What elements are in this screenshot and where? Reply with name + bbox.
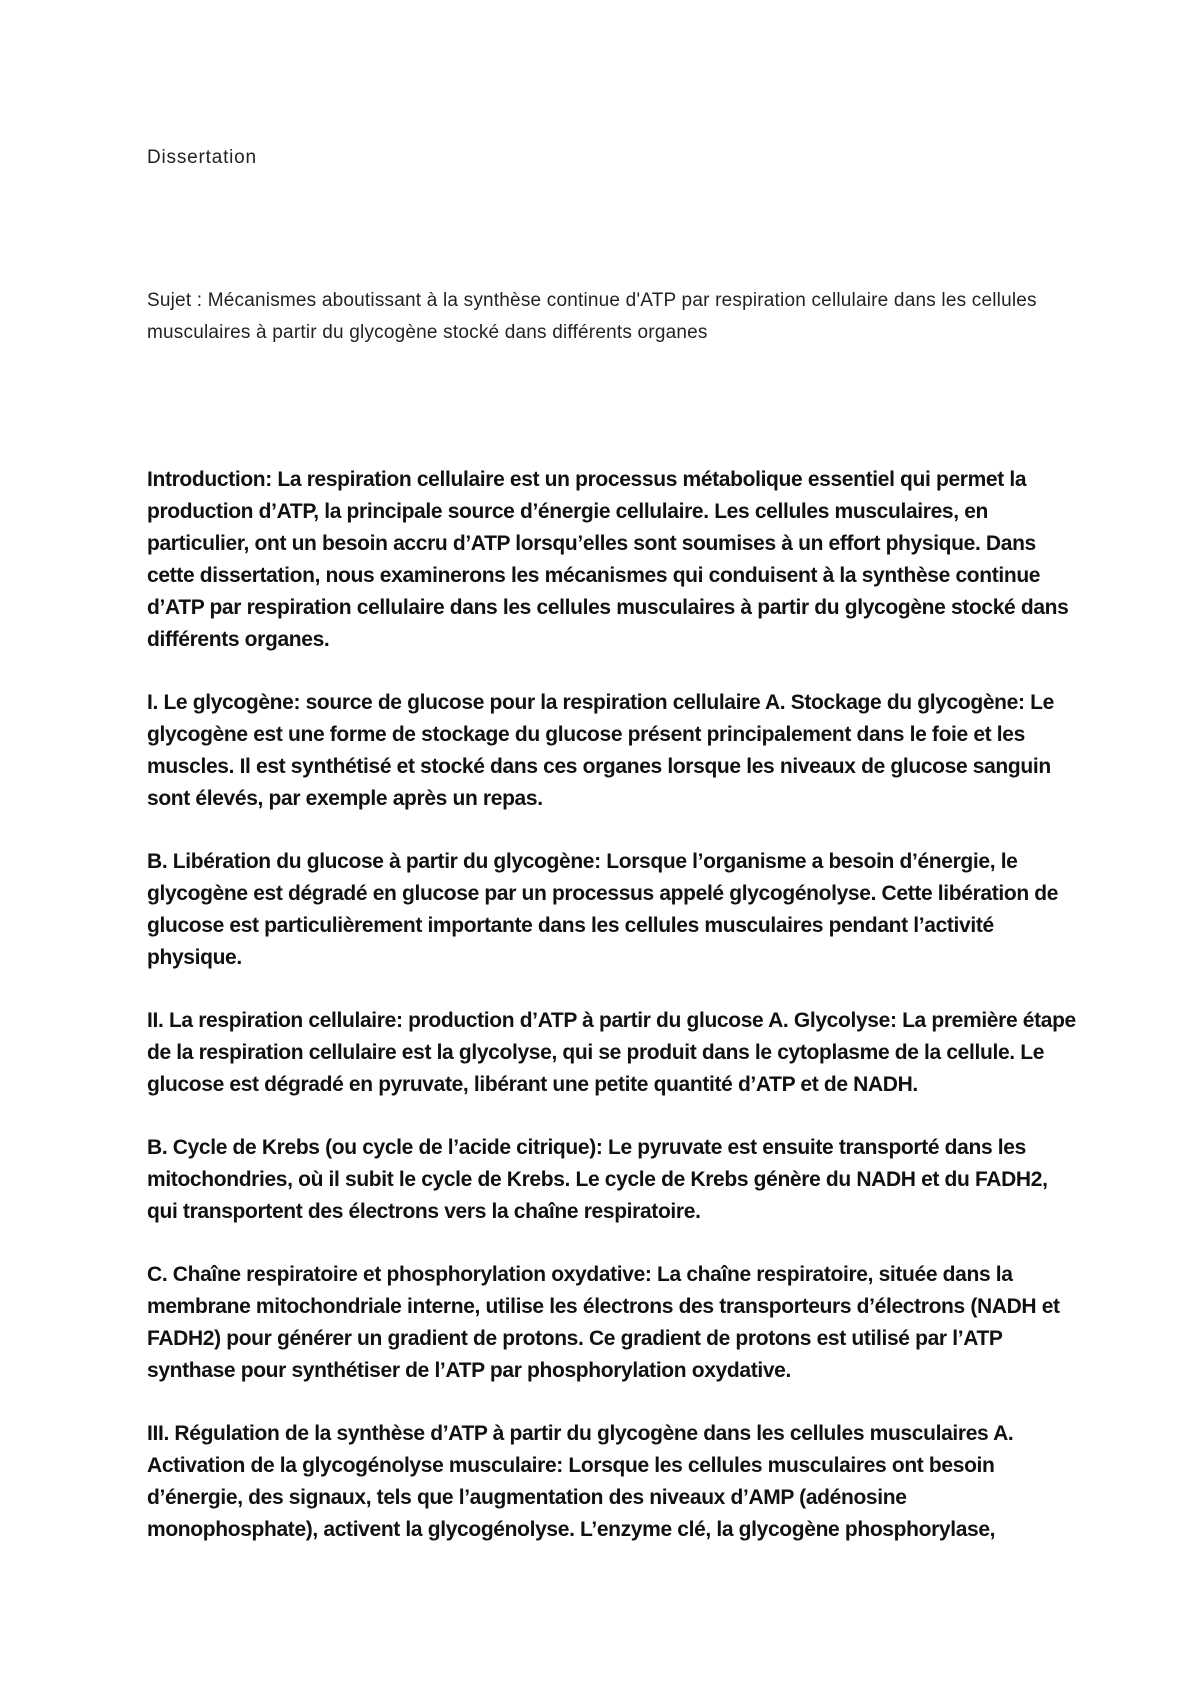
document-title: Dissertation (147, 147, 257, 168)
paragraph-section-1b: B. Libération du glucose à partir du glycogène: Lorsque l’organisme a besoin d’énergie, le glycogène est dégradé en glucose par un processus appelé glycogénolyse. Cette libération de glucose est particulièrement importante dans les cellules musculaires pendant l’activité physique. (147, 850, 1059, 969)
paragraph-section-1a: I. Le glycogène: source de glucose pour la respiration cellulaire A. Stockage du glycogène: Le glycogène est une forme de stockage du glucose présent principalement dans le foie et les muscles. Il est synthétisé et stocké dans ces organes lorsque les niveaux de glucose sanguin sont élevés, par exemple après un repas. (147, 691, 1054, 810)
paragraph-section-2c: C. Chaîne respiratoire et phosphorylation oxydative: La chaîne respiratoire, située dans la membrane mitochondriale interne, utilise les électrons des transporteurs d’électrons (NADH et FADH2) pour générer un gradient de protons. Ce gradient de protons est utilisé par l’ATP synthase pour synthétiser de l’ATP par phosphorylation oxydative. (147, 1263, 1060, 1382)
document-subject: Sujet : Mécanismes aboutissant à la synthèse continue d'ATP par respiration cellulaire dans les cellules musculaires à partir du glycogène stocké dans différents organes (147, 290, 1037, 343)
document-body (147, 464, 1077, 1577)
paragraph-introduction: Introduction: La respiration cellulaire est un processus métabolique essentiel qui permet la production d’ATP, la principale source d’énergie cellulaire. Les cellules musculaires, en particulier, ont un besoin accru d’ATP lorsqu’elles sont soumises à un effort physique. Dans cette dissertation, nous examinerons les mécanismes qui conduisent à la synthèse continue d’ATP par respiration cellulaire dans les cellules musculaires à partir du glycogène stocké dans différents organes. (147, 468, 1069, 651)
paragraph-section-2a: II. La respiration cellulaire: production d’ATP à partir du glucose A. Glycolyse: La première étape de la respiration cellulaire est la glycolyse, qui se produit dans le cytoplasme de la cellule. Le glucose est dégradé en pyruvate, libérant une petite quantité d’ATP et de NADH. (147, 1009, 1076, 1096)
paragraph-section-2b: B. Cycle de Krebs (ou cycle de l’acide citrique): Le pyruvate est ensuite transporté dans les mitochondries, où il subit le cycle de Krebs. Le cycle de Krebs génère du NADH et du FADH2, qui transportent des électrons vers la chaîne respiratoire. (147, 1136, 1048, 1223)
paragraph-section-3a: III. Régulation de la synthèse d’ATP à partir du glycogène dans les cellules musculaires A. Activation de la glycogénolyse musculaire: Lorsque les cellules musculaires ont besoin d’énergie, des signaux, tels que l’augmentation des niveaux d’AMP (adénosine monophosphate), activent la glycogénolyse. L’enzyme clé, la glycogène phosphorylase, (147, 1422, 1014, 1541)
